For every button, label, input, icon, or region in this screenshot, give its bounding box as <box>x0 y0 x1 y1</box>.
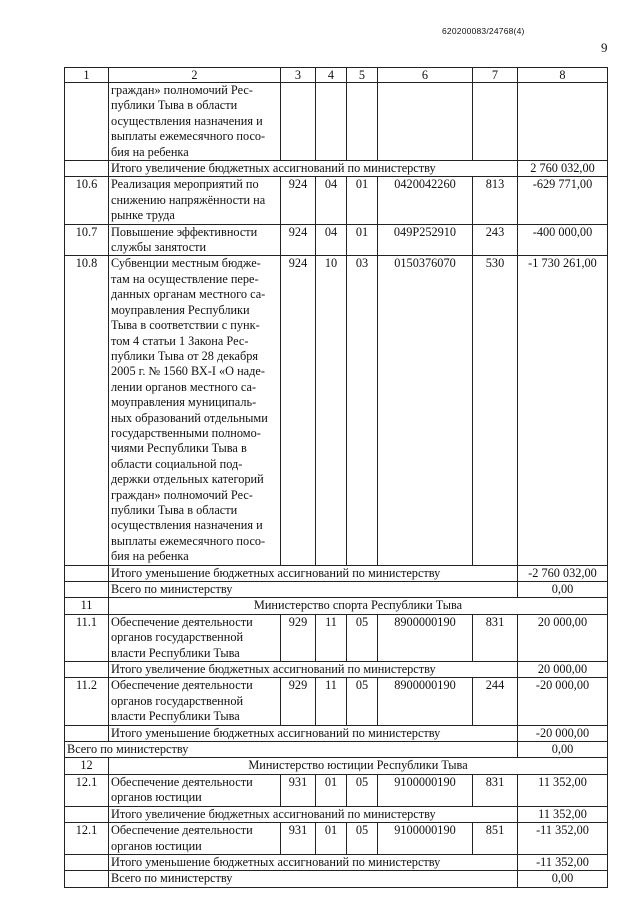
code-cell: 9100000190 <box>378 774 473 806</box>
total-label: Всего по министерству <box>109 582 518 598</box>
total-row <box>65 582 608 598</box>
amount-cell: -1 730 261,00 <box>518 256 608 565</box>
amount-cell: 11 352,00 <box>518 774 608 806</box>
num-cell <box>65 161 109 177</box>
name-cell: Субвенции местным бюдже- там на осуществление пере- данных органам местного са- моуправления Республики Тыва в соответствии с пунк- том 4 статьи 1 Закона Рес- публики Тыва от 28 декабря 2005 г. № 1560 ВХ-I «О наде- лении органов местного са- моуправления муниципаль- ных образований отдельными государственными полномо- чиями Республики Тыва в области социальной под- держки отдельных категорий граждан» полномочий Рес- публики Тыва в области осуществления назначения и выплаты ежемесячного посо- бия на ребенка <box>109 256 281 565</box>
code-cell: 813 <box>473 177 518 224</box>
name-cell: граждан» полномочий Рес- публики Тыва в области осуществления назначения и выплаты ежемесячного посо- бия на ребенка <box>109 83 281 161</box>
total-row <box>65 854 608 870</box>
total-row <box>65 565 608 581</box>
num-cell <box>65 565 109 581</box>
header-cell: 2 <box>109 68 281 83</box>
table-row <box>65 678 608 725</box>
table-row <box>65 256 608 565</box>
table-header-row <box>65 68 608 83</box>
num-cell: 10.7 <box>65 224 109 256</box>
amount-cell: 2 760 032,00 <box>518 161 608 177</box>
table-row <box>65 614 608 661</box>
code-cell: 0150376070 <box>378 256 473 565</box>
page-number: 9 <box>601 40 608 55</box>
code-cell: 8900000190 <box>378 678 473 725</box>
code-cell: 0420042260 <box>378 177 473 224</box>
code-cell: 530 <box>473 256 518 565</box>
name-cell: Обеспечение деятельности органов государственной власти Республики Тыва <box>109 614 281 661</box>
table-row <box>65 83 608 161</box>
table-row <box>65 177 608 224</box>
amount-cell: -400 000,00 <box>518 224 608 256</box>
document-id: 620200083/24768(4) <box>442 26 525 36</box>
header-cell: 5 <box>347 68 378 83</box>
num-cell <box>65 83 109 161</box>
amount-cell: -629 771,00 <box>518 177 608 224</box>
num-cell: 12.1 <box>65 823 109 855</box>
code-cell: 929 <box>281 614 316 661</box>
table-row <box>65 823 608 855</box>
num-cell <box>65 662 109 678</box>
num-cell <box>65 806 109 822</box>
total-row <box>65 725 608 741</box>
code-cell: 04 <box>316 224 347 256</box>
total-label: Итого увеличение бюджетных ассигнований по министерству <box>109 806 518 822</box>
num-cell <box>65 725 109 741</box>
code-cell: 831 <box>473 614 518 661</box>
num-cell <box>65 854 109 870</box>
total-label: Итого уменьшение бюджетных ассигнований по министерству <box>109 725 518 741</box>
amount-cell: -20 000,00 <box>518 725 608 741</box>
code-cell: 243 <box>473 224 518 256</box>
budget-table <box>64 67 608 888</box>
total-label: Итого уменьшение бюджетных ассигнований по министерству <box>109 565 518 581</box>
header-cell: 3 <box>281 68 316 83</box>
code-cell: 03 <box>347 256 378 565</box>
total-label: Итого увеличение бюджетных ассигнований по министерству <box>109 161 518 177</box>
code-cell: 01 <box>347 224 378 256</box>
code-cell: 01 <box>316 823 347 855</box>
name-cell: Обеспечение деятельности органов государственной власти Республики Тыва <box>109 678 281 725</box>
section-num: 12 <box>65 758 109 774</box>
num-cell: 11.1 <box>65 614 109 661</box>
total-label: Всего по министерству <box>109 871 518 887</box>
amount-cell: 20 000,00 <box>518 662 608 678</box>
name-cell: Повышение эффективности службы занятости <box>109 224 281 256</box>
total-label: Итого уменьшение бюджетных ассигнований по министерству <box>109 854 518 870</box>
amount-cell: -2 760 032,00 <box>518 565 608 581</box>
section-num: 11 <box>65 598 109 614</box>
table-row <box>65 224 608 256</box>
total-row <box>65 806 608 822</box>
code-cell: 11 <box>316 678 347 725</box>
header-cell: 1 <box>65 68 109 83</box>
section-title: Министерство спорта Республики Тыва <box>109 598 608 614</box>
code-cell: 929 <box>281 678 316 725</box>
cell <box>378 83 473 161</box>
amount-cell: 0,00 <box>518 742 608 758</box>
amount-cell: 0,00 <box>518 582 608 598</box>
cell <box>281 83 316 161</box>
code-cell: 931 <box>281 774 316 806</box>
code-cell: 05 <box>347 614 378 661</box>
code-cell: 8900000190 <box>378 614 473 661</box>
amount-cell: -20 000,00 <box>518 678 608 725</box>
code-cell: 04 <box>316 177 347 224</box>
cell <box>473 83 518 161</box>
section-row <box>65 598 608 614</box>
total-row <box>65 742 608 758</box>
code-cell: 05 <box>347 774 378 806</box>
total-label: Всего по министерству <box>65 742 518 758</box>
amount-cell: -11 352,00 <box>518 823 608 855</box>
code-cell: 05 <box>347 823 378 855</box>
num-cell: 10.6 <box>65 177 109 224</box>
code-cell: 11 <box>316 614 347 661</box>
code-cell: 924 <box>281 224 316 256</box>
name-cell: Обеспечение деятельности органов юстиции <box>109 823 281 855</box>
code-cell: 924 <box>281 177 316 224</box>
total-row <box>65 662 608 678</box>
code-cell: 01 <box>347 177 378 224</box>
amount-cell: 20 000,00 <box>518 614 608 661</box>
num-cell: 12.1 <box>65 774 109 806</box>
name-cell: Обеспечение деятельности органов юстиции <box>109 774 281 806</box>
amount-cell: 11 352,00 <box>518 806 608 822</box>
header-cell: 8 <box>518 68 608 83</box>
num-cell: 10.8 <box>65 256 109 565</box>
code-cell: 01 <box>316 774 347 806</box>
amount-cell: -11 352,00 <box>518 854 608 870</box>
header-cell: 4 <box>316 68 347 83</box>
num-cell <box>65 582 109 598</box>
code-cell: 10 <box>316 256 347 565</box>
table-row <box>65 774 608 806</box>
header-cell: 6 <box>378 68 473 83</box>
code-cell: 05 <box>347 678 378 725</box>
code-cell: 244 <box>473 678 518 725</box>
section-row <box>65 758 608 774</box>
cell <box>316 83 347 161</box>
num-cell: 11.2 <box>65 678 109 725</box>
code-cell: 924 <box>281 256 316 565</box>
cell <box>518 83 608 161</box>
code-cell: 831 <box>473 774 518 806</box>
code-cell: 049P252910 <box>378 224 473 256</box>
name-cell: Реализация мероприятий по снижению напряжённости на рынке труда <box>109 177 281 224</box>
code-cell: 9100000190 <box>378 823 473 855</box>
code-cell: 851 <box>473 823 518 855</box>
num-cell <box>65 871 109 887</box>
amount-cell: 0,00 <box>518 871 608 887</box>
total-row <box>65 161 608 177</box>
total-label: Итого увеличение бюджетных ассигнований по министерству <box>109 662 518 678</box>
section-title: Министерство юстиции Республики Тыва <box>109 758 608 774</box>
code-cell: 931 <box>281 823 316 855</box>
header-cell: 7 <box>473 68 518 83</box>
cell <box>347 83 378 161</box>
total-row <box>65 871 608 887</box>
